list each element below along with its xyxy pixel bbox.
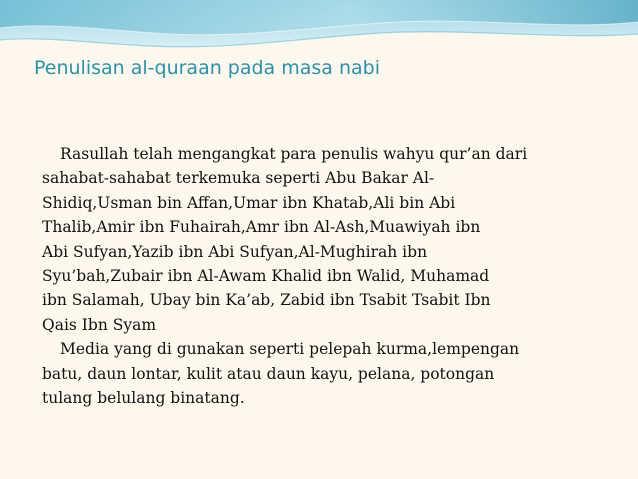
text-line: Shidiq,Usman bin Affan,Umar ibn Khatab,Ali bin Abi bbox=[42, 193, 456, 212]
slide-body bbox=[42, 142, 617, 410]
slide-title: Penulisan al-quraan pada masa nabi bbox=[34, 57, 380, 79]
text-line: ibn Salamah, Ubay bin Ka’ab, Zabid ibn Tsabit Tsabit Ibn bbox=[42, 291, 491, 310]
text-line: Rasullah telah mengangkat para penulis wahyu qur’an dari bbox=[60, 145, 528, 163]
wave-graphic bbox=[0, 0, 638, 58]
paragraph-penulis-wahyu bbox=[42, 142, 617, 337]
text-line: Qais Ibn Syam bbox=[42, 315, 157, 334]
text-line: tulang belulang binatang. bbox=[42, 389, 245, 408]
text-line: Syu’bah,Zubair ibn Al-Awam Khalid ibn Walid, Muhamad bbox=[42, 267, 490, 286]
text-line: batu, daun lontar, kulit atau daun kayu, pelana, potongan bbox=[42, 364, 495, 383]
text-line: Abi Sufyan,Yazib ibn Abi Sufyan,Al-Mughirah ibn bbox=[42, 242, 428, 261]
text-line: Media yang di gunakan seperti pelepah kurma,lempengan bbox=[60, 340, 520, 359]
paragraph-media bbox=[42, 337, 617, 410]
text-line: sahabat-sahabat terkemuka seperti Abu Bakar Al- bbox=[42, 169, 435, 188]
text-line: Thalib,Amir ibn Fuhairah,Amr ibn Al-Ash,Muawiyah ibn bbox=[42, 218, 481, 237]
decorative-wave-header bbox=[0, 0, 638, 58]
